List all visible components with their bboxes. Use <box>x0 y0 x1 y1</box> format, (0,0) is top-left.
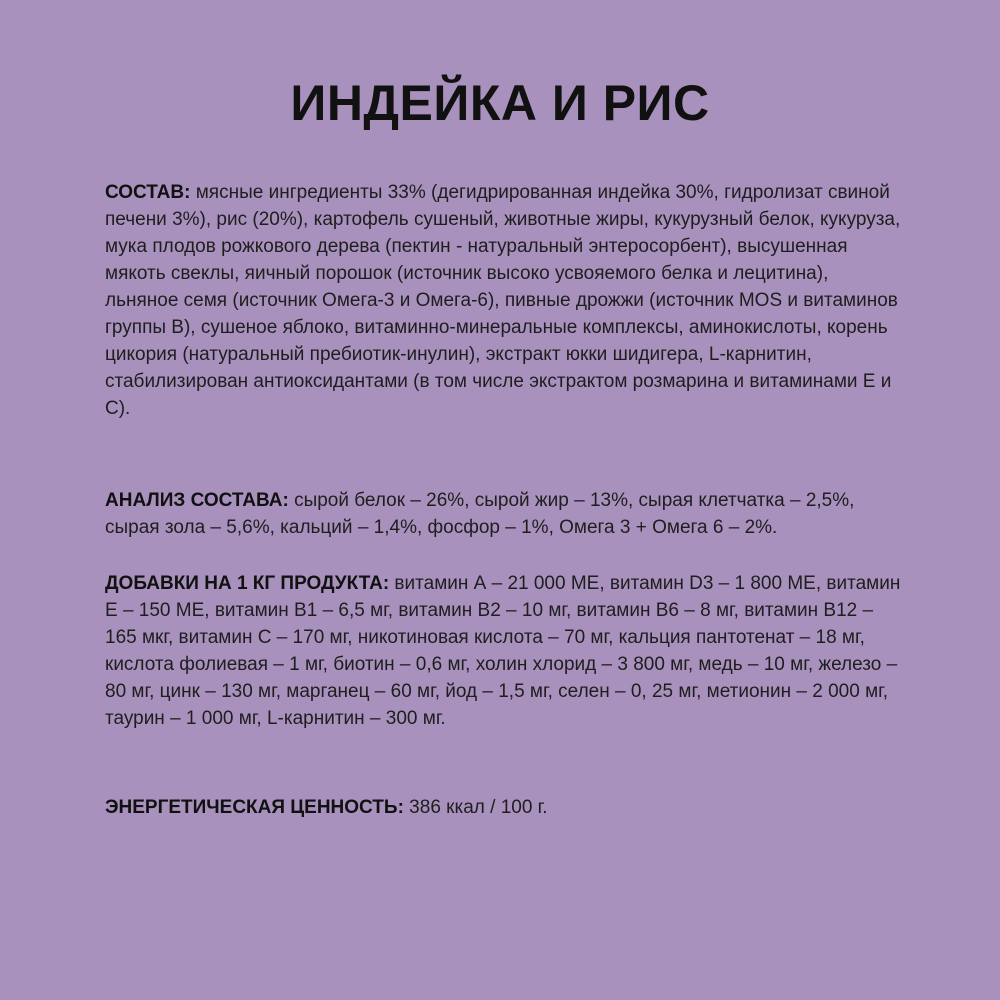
additives-paragraph <box>105 570 905 732</box>
composition-label: СОСТАВ: <box>105 182 191 203</box>
additives-label: ДОБАВКИ НА 1 КГ ПРОДУКТА: <box>105 573 390 594</box>
composition-text: мясные ингредиенты 33% (дегидрированная индейка 30%, гидролизат свиной печени 3%), рис (20%), картофель сушеный, животные жиры, кукурузный белок, кукуруза, мука плодов рожкового дерева (пектин - натуральный энтеросорбент), высушенная мякоть свеклы, яичный порошок (источник высоко усвояемого белка и лецитина), льняное семя (источник Омега-3 и Омега-6), пивные дрожжи (источник MOS и витаминов группы B), сушеное яблоко, витаминно-минеральные комплексы, аминокислоты, корень цикория (натуральный пребиотик-инулин), экстракт юкки шидигера, L-карнитин, стабилизирован антиоксидантами (в том числе экстрактом розмарина и витаминами Е и С). <box>105 182 901 419</box>
page-title: ИНДЕЙКА И РИС <box>290 75 710 131</box>
analysis-paragraph <box>105 487 905 541</box>
energy-paragraph <box>105 794 905 821</box>
analysis-text: сырой белок – 26%, сырой жир – 13%, сырая клетчатка – 2,5%, сырая зола – 5,6%, кальций – 1,4%, фосфор – 1%, Омега 3 + Омега 6 – 2%. <box>105 490 855 538</box>
energy-text: 386 ккал / 100 г. <box>403 797 548 818</box>
composition-paragraph <box>105 179 905 422</box>
analysis-label: АНАЛИЗ СОСТАВА: <box>105 490 289 511</box>
additives-text: витамин А – 21 000 МЕ, витамин D3 – 1 800 МЕ, витамин Е – 150 МЕ, витамин B1 – 6,5 мг, витамин B2 – 10 мг, витамин B6 – 8 мг, витамин B12 – 165 мкг, витамин С – 170 мг, никотиновая кислота – 70 мг, кальция пантотенат – 18 мг, кислота фолиевая – 1 мг, биотин – 0,6 мг, холин хлорид – 3 800 мг, медь – 10 мг, железо – 80 мг, цинк – 130 мг, марганец – 60 мг, йод – 1,5 мг, селен – 0, 25 мг, метионин – 2 000 мг, таурин – 1 000 мг, L-карнитин – 300 мг. <box>105 573 901 729</box>
energy-label: ЭНЕРГЕТИЧЕСКАЯ ЦЕННОСТЬ: <box>105 797 404 818</box>
